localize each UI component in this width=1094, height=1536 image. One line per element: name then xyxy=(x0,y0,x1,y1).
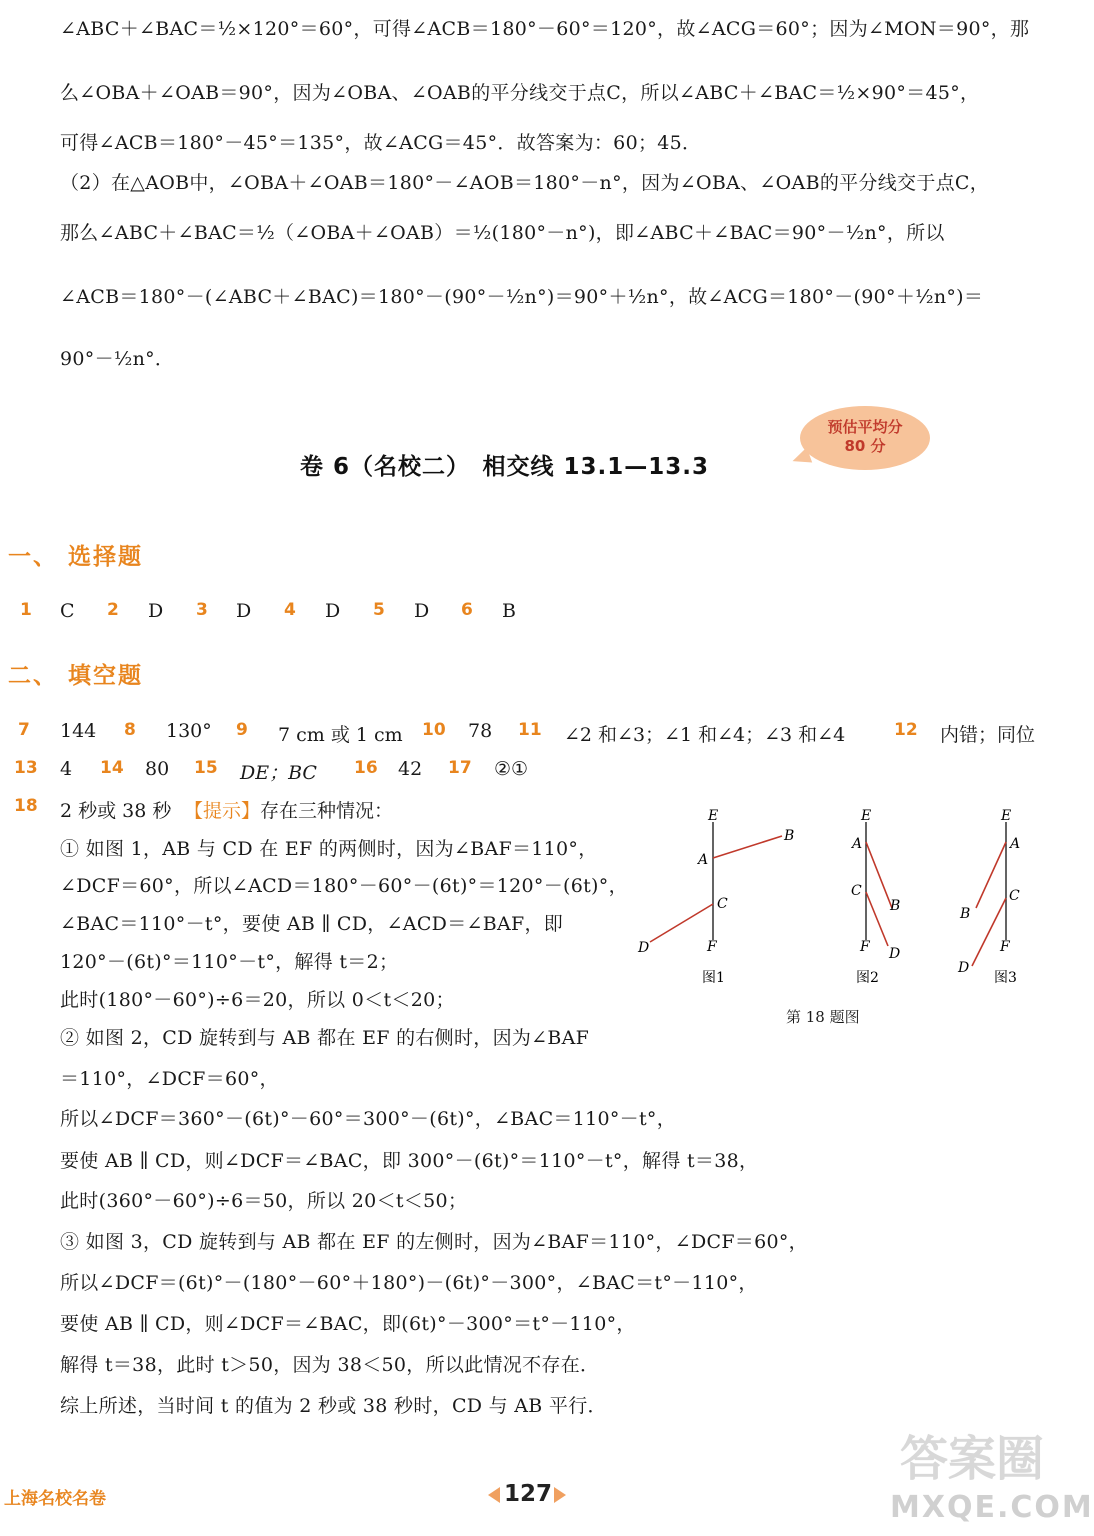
point-label-d: D xyxy=(958,960,970,976)
answer-value: ∠2 和∠3；∠1 和∠4；∠3 和∠4 xyxy=(564,724,846,746)
q18-line: 解得 t＝38，此时 t＞50，因为 38＜50，所以此情况不存在． xyxy=(60,1354,600,1376)
answer-value: 内错；同位 xyxy=(940,724,1036,746)
answer-value: ②① xyxy=(494,758,529,780)
answer-value: 4 xyxy=(60,758,73,780)
answer-value: 42 xyxy=(398,758,423,780)
solution-line: ∠ACB＝180°－(∠ABC＋∠BAC)＝180°－(90°－½n°)＝90°＋½n°，故∠ACG＝180°－(90°＋½n°)＝ xyxy=(60,286,984,308)
question-number: 5 xyxy=(373,600,385,620)
answer-value: C xyxy=(60,600,75,622)
point-label-e: E xyxy=(1001,808,1012,824)
question-number: 8 xyxy=(124,720,136,740)
point-label-e: E xyxy=(861,808,872,824)
point-label-b: B xyxy=(960,906,971,922)
figure-caption: 第 18 题图 xyxy=(786,1008,860,1026)
q18-line: 120°－(6t)°＝110°－t°，解得 t＝2； xyxy=(60,951,399,973)
point-label-a: A xyxy=(1010,836,1021,852)
solution-line: （2）在△AOB中，∠OBA＋∠OAB＝180°－∠AOB＝180°－n°，因为∠OBA、∠OAB的平分线交于点C， xyxy=(60,172,990,194)
q18-line: 要使 AB ∥ CD，则∠DCF＝∠BAC，即 300°－(6t)°＝110°－t°，解得 t＝38， xyxy=(60,1150,759,1172)
solution-line: 那么∠ABC＋∠BAC＝½（∠OBA＋∠OAB）＝½(180°－n°)，即∠ABC＋∠BAC＝90°－½n°，所以 xyxy=(60,222,945,244)
question-number: 18 xyxy=(14,796,38,816)
question-number: 10 xyxy=(422,720,446,740)
q18-line: ＝110°，∠DCF＝60°， xyxy=(60,1068,279,1090)
q18-line: 此时(180°－60°)÷6＝20，所以 0＜t＜20； xyxy=(60,989,455,1011)
q18-line: ② 如图 2，CD 旋转到与 AB 都在 EF 的右侧时，因为∠BAF xyxy=(60,1027,590,1049)
answer-value: D xyxy=(148,600,164,622)
figure-1-label: 图1 xyxy=(702,970,725,986)
answer-value: 80 xyxy=(145,758,170,780)
answer-value: D xyxy=(325,600,341,622)
question-number: 14 xyxy=(100,758,124,778)
point-label-b: B xyxy=(784,828,795,844)
q18-line: 此时(360°－60°)÷6＝50，所以 20＜t＜50； xyxy=(60,1190,468,1212)
solution-line: 可得∠ACB＝180°－45°＝135°，故∠ACG＝45°．故答案为：60；45． xyxy=(60,132,702,154)
solution-line: 90°－½n°． xyxy=(60,348,175,370)
figure-3-label: 图3 xyxy=(994,970,1017,986)
question-number: 15 xyxy=(194,758,218,778)
q18-line: ③ 如图 3，CD 旋转到与 AB 都在 EF 的左侧时，因为∠BAF＝110°，∠DCF＝60°， xyxy=(60,1231,808,1253)
question-number: 11 xyxy=(518,720,542,740)
badge-score: 80 分 xyxy=(844,437,886,455)
point-label-a: A xyxy=(852,836,863,852)
question-number: 4 xyxy=(284,600,296,620)
q18-line: ∠DCF＝60°，所以∠ACD＝180°－60°－(6t)°＝120°－(6t)°， xyxy=(60,875,628,897)
answer-value: 78 xyxy=(468,720,493,742)
badge-label: 预估平均分 xyxy=(827,418,903,436)
solution-line: 么∠OBA＋∠OAB＝90°，因为∠OBA、∠OAB的平分线交于点C，所以∠ABC＋∠BAC＝½×90°＝45°， xyxy=(60,82,980,104)
question-number: 3 xyxy=(196,600,208,620)
section-title-fill: 二、 填空题 xyxy=(8,663,144,689)
answer-value: B xyxy=(502,600,516,622)
answer-value: 7 cm 或 1 cm xyxy=(278,724,403,746)
figure-2-label: 图2 xyxy=(856,970,879,986)
question-number: 16 xyxy=(354,758,378,778)
point-label-d: D xyxy=(638,940,650,956)
section-title-choice: 一、 选择题 xyxy=(8,544,144,570)
answer-value: 144 xyxy=(60,720,97,742)
point-label-c: C xyxy=(1009,888,1020,904)
q18-line: ① 如图 1，AB 与 CD 在 EF 的两侧时，因为∠BAF＝110°， xyxy=(60,838,598,860)
page-right-arrow-icon xyxy=(554,1487,566,1503)
q18-figures xyxy=(630,800,1050,1000)
series-name: 上海名校名卷 xyxy=(4,1489,106,1509)
answer-value: 2 秒或 38 秒 xyxy=(60,800,172,822)
figure-1 xyxy=(637,808,794,986)
answer-value: D xyxy=(236,600,252,622)
question-number: 9 xyxy=(236,720,248,740)
point-label-f: F xyxy=(860,939,870,955)
answer-value: 130° xyxy=(166,720,212,742)
average-score-badge xyxy=(800,406,930,470)
q18-line: 所以∠DCF＝(6t)°－(180°－60°＋180°)－(6t)°－300°，∠BAC＝t°－110°， xyxy=(60,1272,758,1294)
point-label-c: C xyxy=(717,896,728,912)
point-label-f: F xyxy=(1000,939,1010,955)
q18-line: 所以∠DCF＝360°－(6t)°－60°＝300°－(6t)°，∠BAC＝110°－t°， xyxy=(60,1108,677,1130)
question-number: 1 xyxy=(20,600,32,620)
point-label-f: F xyxy=(707,939,717,955)
question-number: 7 xyxy=(18,720,30,740)
q18-line: ∠BAC＝110°－t°，要使 AB ∥ CD，∠ACD＝∠BAF，即 xyxy=(60,913,564,935)
point-label-a: A xyxy=(698,852,709,868)
page-left-arrow-icon xyxy=(488,1487,500,1503)
figure-2 xyxy=(850,808,900,986)
question-number: 12 xyxy=(894,720,918,740)
hint-text: 存在三种情况： xyxy=(260,800,394,822)
figure-3 xyxy=(957,808,1020,986)
question-number: 13 xyxy=(14,758,38,778)
watermark-url: MXQE.COM xyxy=(890,1490,1094,1525)
question-number: 17 xyxy=(448,758,472,778)
answer-value: DE；BC xyxy=(240,762,317,784)
point-label-e: E xyxy=(708,808,719,824)
answer-value: D xyxy=(414,600,430,622)
point-label-b: B xyxy=(890,898,901,914)
volume-title: 卷 6（名校二） 相交线 13.1—13.3 xyxy=(300,454,710,480)
watermark-logo: 答案圈 xyxy=(900,1431,1045,1487)
q18-line: 综上所述，当时间 t 的值为 2 秒或 38 秒时，CD 与 AB 平行． xyxy=(60,1395,607,1417)
hint-label: 【提示】 xyxy=(184,800,261,822)
question-number: 2 xyxy=(107,600,119,620)
solution-line: ∠ABC＋∠BAC＝½×120°＝60°，可得∠ACB＝180°－60°＝120°，故∠ACG＝60°；因为∠MON＝90°，那 xyxy=(60,18,1030,40)
page-number: 127 xyxy=(504,1481,553,1507)
question-number: 6 xyxy=(461,600,473,620)
q18-line: 要使 AB ∥ CD，则∠DCF＝∠BAC，即(6t)°－300°＝t°－110°， xyxy=(60,1313,636,1335)
point-label-c: C xyxy=(851,883,862,899)
point-label-d: D xyxy=(889,946,901,962)
